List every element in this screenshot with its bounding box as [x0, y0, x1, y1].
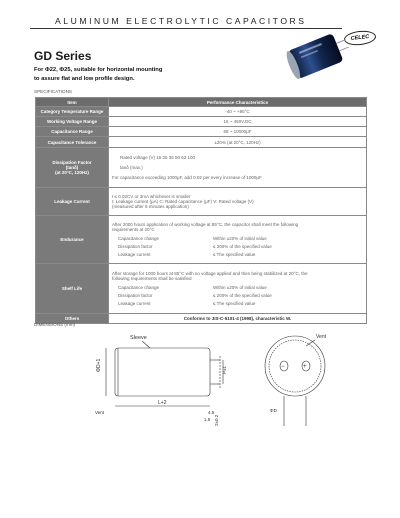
end-view-diameter: ΦD — [270, 408, 277, 413]
intro-line-2: to assure flat and low profile design. — [34, 75, 135, 82]
header-rule — [30, 28, 342, 29]
table-row — [36, 117, 367, 127]
endurance-line-2: requirements at 20°C — [112, 227, 155, 232]
shelf-req-1-label: Capacitance change — [118, 285, 160, 290]
intro-line-1: For Φ22, Φ25, suitable for horizontal mounting — [34, 67, 163, 73]
row-label-capacitance: Capacitance Range — [36, 127, 109, 137]
table-row — [36, 188, 367, 216]
specification-table — [35, 97, 367, 324]
row-label-temperature: Category Temperature Range — [36, 107, 109, 117]
leakage-line-2: I: Leakage current (μA) C: Rated capacitance (μF) V: Rated voltage (V) — [112, 199, 254, 204]
endurance-req-2 — [112, 244, 363, 249]
length-dimension: L+2 — [158, 400, 167, 406]
capacitor-photo — [282, 32, 350, 82]
end-view-inner-ring — [269, 340, 321, 392]
vent-label: Vent — [316, 334, 327, 340]
shelf-req-2-label: Dissipation factor — [118, 293, 153, 298]
row-label-others: Others — [36, 314, 109, 324]
sleeve-label: Sleeve — [130, 335, 147, 341]
endurance-req-1-value: Within ±20% of initial value — [213, 236, 267, 241]
capacitor-end-view — [265, 336, 325, 396]
row-value-capacitance: 68 ~ 10000μF — [109, 127, 367, 137]
row-value-shelf-life — [109, 264, 367, 314]
row-value-tolerance: ±20% (at 20°C, 120Hz) — [109, 137, 367, 148]
row-label-endurance: Endurance — [36, 216, 109, 264]
header-item: Item — [36, 98, 109, 107]
phi-d-dimension: ΦD+1 — [96, 358, 102, 372]
endurance-req-3 — [112, 252, 363, 257]
shelf-req-3-value: ≤ The specified value — [213, 301, 256, 306]
shelf-line-1: After storage for 1000 hours at 85°C with no voltage applied and then being stabilized at 20°C, the — [112, 271, 308, 276]
dissipation-line-2: tanδ (max.) — [120, 165, 143, 170]
endurance-req-3-label: Leakage current — [118, 252, 151, 257]
shelf-line-2: following requirements shall be satisfied — [112, 276, 192, 281]
endurance-req-2-value: ≤ 200% of the specified value — [213, 244, 272, 249]
header-title: ALUMINUM ELECTROLYTIC CAPACITORS — [55, 16, 307, 26]
shelf-req-2-value: ≤ 200% of the specified value — [213, 293, 272, 298]
dim-2: 2±0.2 — [214, 414, 219, 426]
dissipation-sub-2: (at 20°C, 120Hz) — [55, 170, 89, 175]
table-row — [36, 264, 367, 314]
shelf-req-2 — [112, 293, 363, 298]
row-value-voltage: 16 ~ 450V.DC — [109, 117, 367, 127]
leakage-line-3: (measured after 5 minutes application) — [112, 204, 189, 209]
dissipation-line-3: For capacitance exceeding 1000μF, add 0.02 per every increase of 1000μF — [112, 175, 262, 180]
table-row — [36, 216, 367, 264]
sleeve-leader — [142, 341, 150, 348]
capacitor-side-view — [115, 348, 210, 396]
lead-spacing-dimension: P±1 — [222, 366, 227, 374]
table-row — [36, 127, 367, 137]
dissipation-title: Dissipation Factor — [52, 160, 92, 165]
vent-side-label: Vent — [95, 410, 105, 415]
dimension-drawing — [40, 326, 360, 436]
table-row — [36, 107, 367, 117]
row-label-tolerance: Capacitance Tolerance — [36, 137, 109, 148]
endurance-line-1: After 2000 hours application of working voltage at 85°C, the capacitor shall meet the following — [112, 222, 299, 227]
series-intro — [34, 66, 274, 83]
row-value-temperature: -40 ~ +85°C — [109, 107, 367, 117]
specifications-label: SPECIFICATIONS — [34, 89, 72, 94]
table-row — [36, 137, 367, 148]
row-label-dissipation — [36, 148, 109, 188]
brand-logo: CELEC — [343, 29, 376, 46]
endurance-req-1-label: Capacitance change — [118, 236, 160, 241]
row-value-leakage — [109, 188, 367, 216]
endurance-req-3-value: ≤ The specified value — [213, 252, 256, 257]
header-performance: Performance Characteristics — [109, 98, 367, 107]
dissipation-line-1: Rated voltage (V) 16 25 35 50 63 100 — [120, 155, 196, 160]
negative-sign: − — [281, 364, 285, 370]
dim-4-5: 4.5 — [208, 410, 215, 415]
positive-sign: + — [303, 364, 307, 370]
endurance-req-2-label: Dissipation factor — [118, 244, 153, 249]
dissipation-sub-1: (tanδ) — [65, 165, 79, 170]
table-row — [36, 148, 367, 188]
shelf-req-3 — [112, 301, 363, 306]
row-value-others: Conforms to JIS-C-5101-4 (1998), characteristic W. — [109, 314, 367, 324]
row-value-endurance — [109, 216, 367, 264]
endurance-req-1 — [112, 236, 363, 241]
table-row — [36, 314, 367, 324]
row-label-leakage: Leakage Current — [36, 188, 109, 216]
shelf-req-1 — [112, 285, 363, 290]
table-header-row — [36, 98, 367, 107]
shelf-req-3-label: Leakage current — [118, 301, 151, 306]
row-value-dissipation — [109, 148, 367, 188]
row-label-shelf-life: Shelf Life — [36, 264, 109, 314]
series-title: GD Series — [34, 49, 92, 63]
row-label-voltage: Working Voltage Range — [36, 117, 109, 127]
dim-1-5: 1.5 — [204, 417, 211, 422]
shelf-req-1-value: Within ±20% of initial value — [213, 285, 267, 290]
dimensions-label: DIMENSIONS (mm) — [34, 322, 76, 327]
leakage-line-1: I ≤ 0.02CV or 3mA whichever is smaller — [112, 194, 191, 199]
